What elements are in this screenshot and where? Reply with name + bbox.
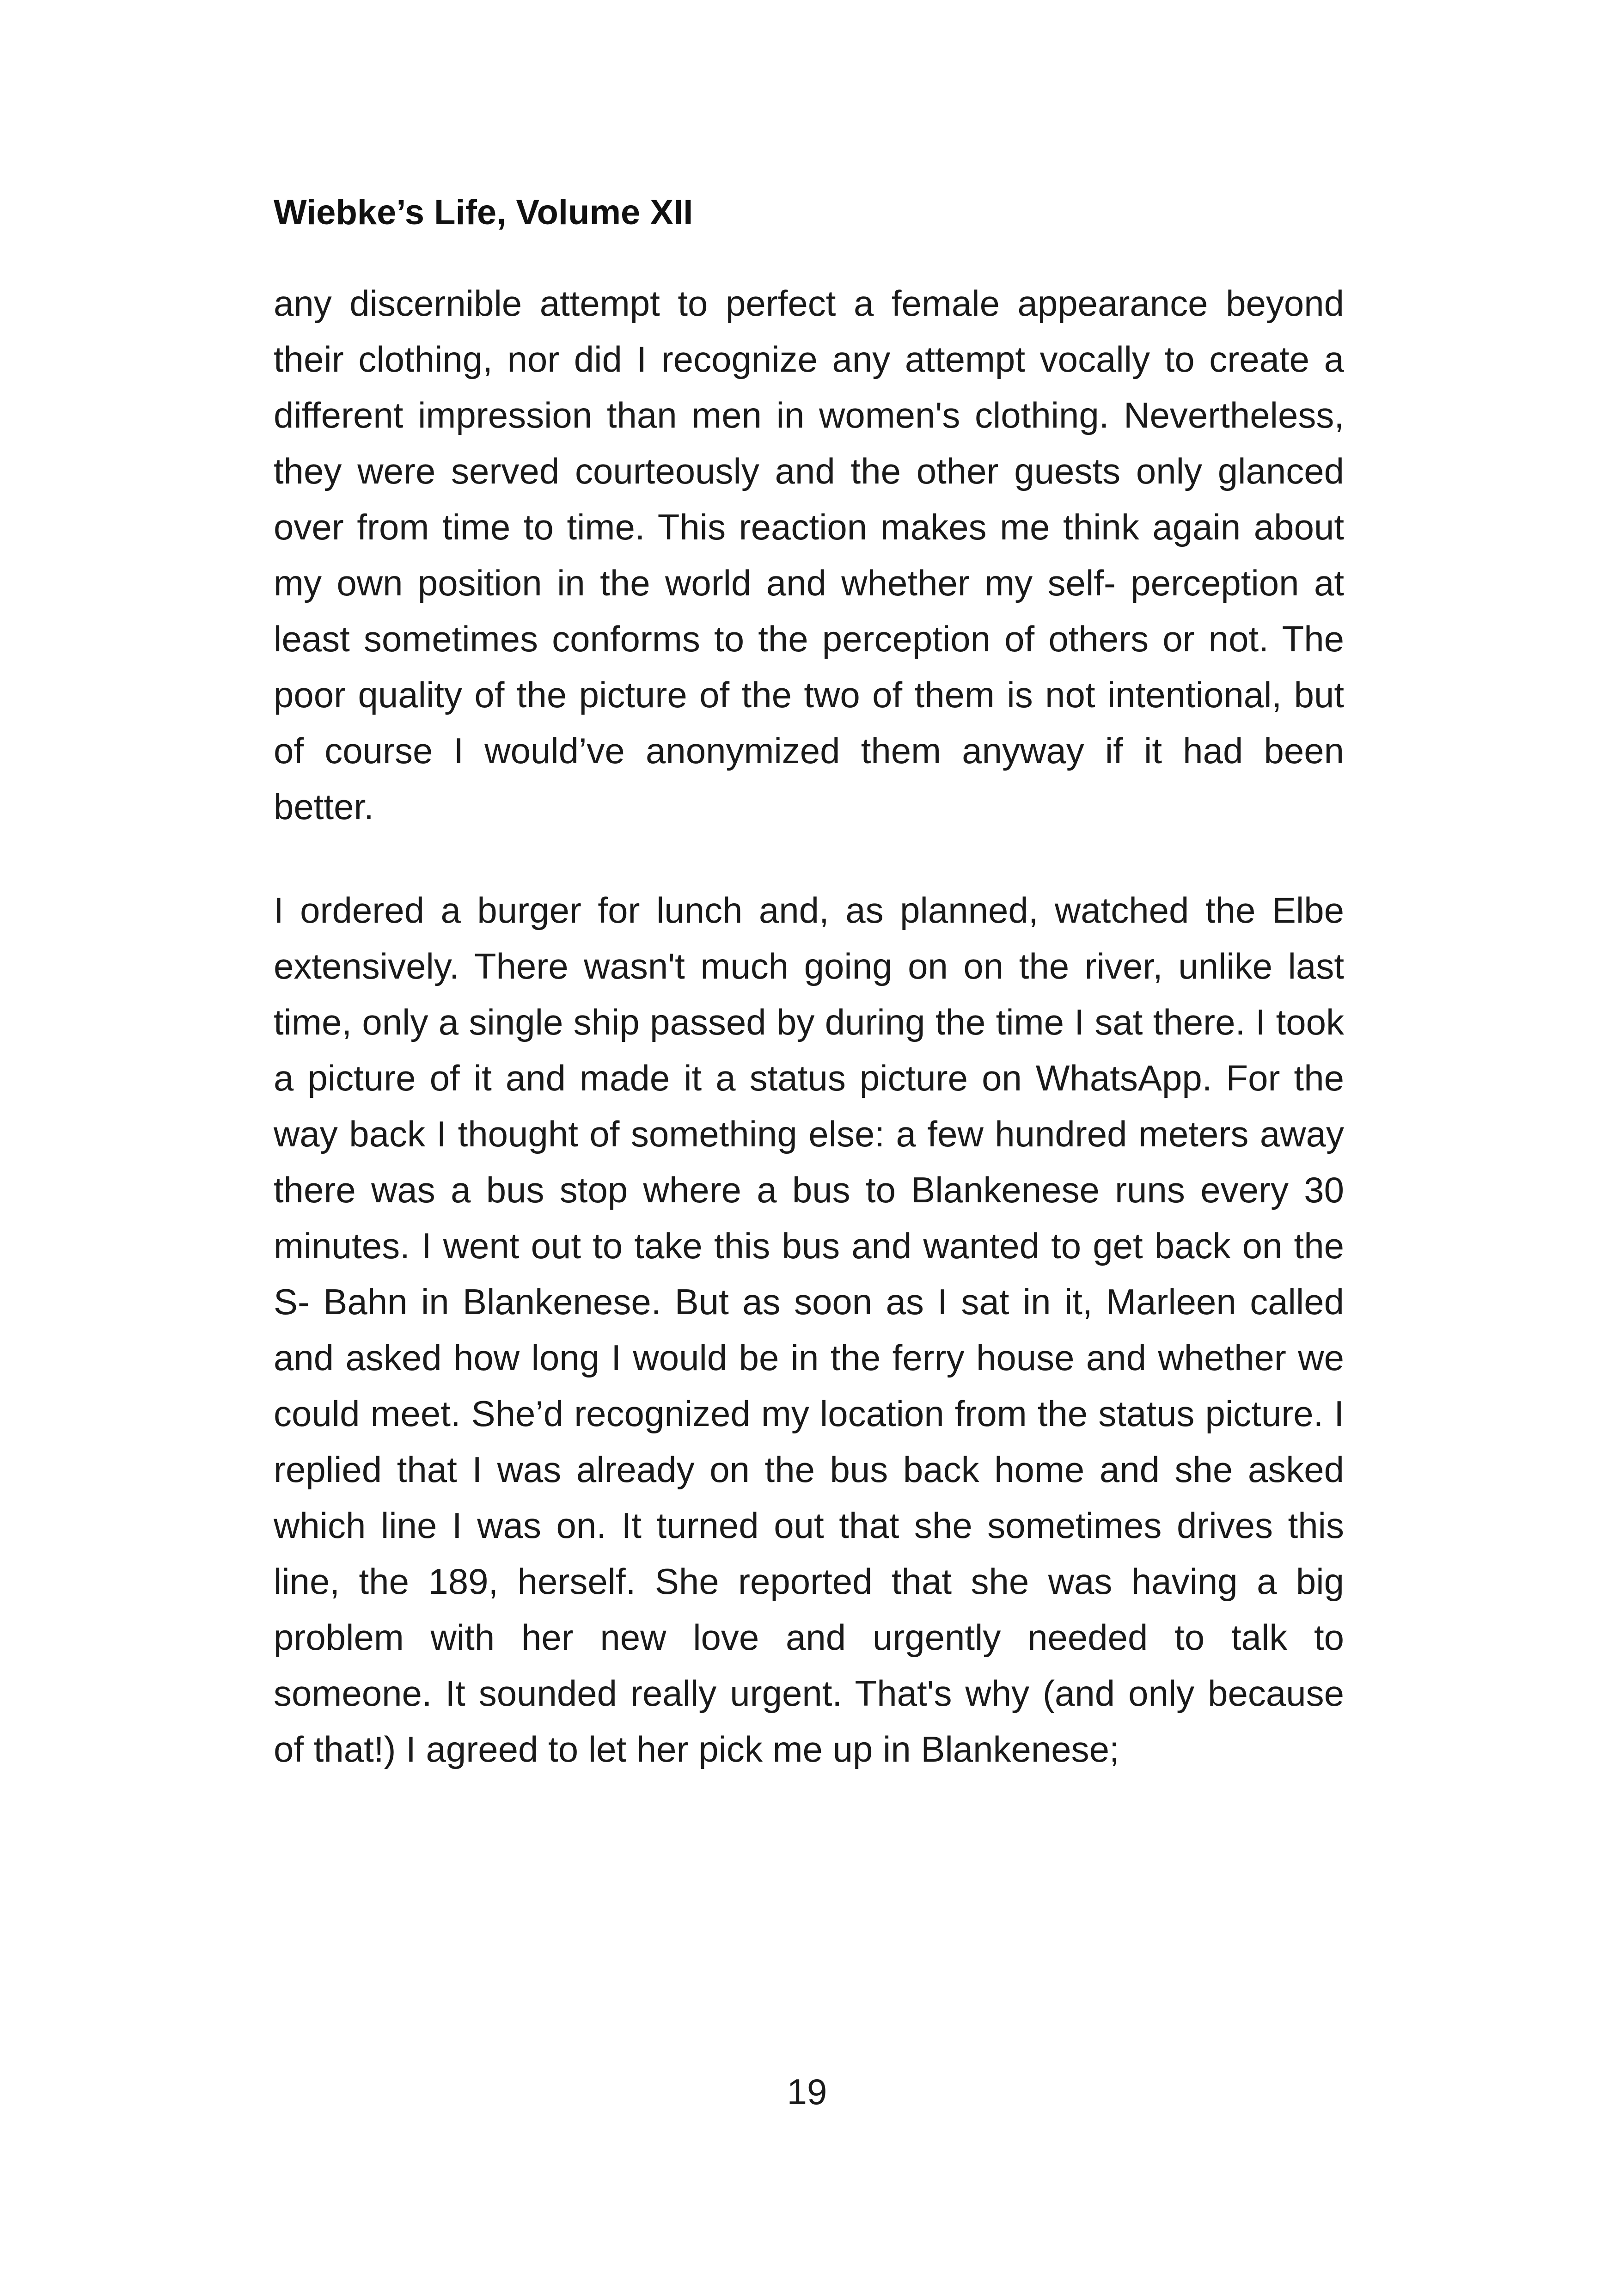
body-text [274,276,1344,1777]
paragraph: any discernible attempt to perfect a female appearance beyond their clothing, nor did I recognize any attempt vocally to create a different impression than men in women's clothing. Nevertheless, they were served courteously and the other guests only glanced over from time to time. This reaction makes me think again about my own position in the world and whether my self- perception at least sometimes conforms to the perception of others or not. The poor quality of the picture of the two of them is not intentional, but of course I would’ve anonymized them anyway if it had been better. [274,283,1344,827]
paragraph: I ordered a burger for lunch and, as planned, watched the Elbe extensively. There wasn't much going on on the river, unlike last time, only a single ship passed by during the time I sat there. I took a picture of it and made it a status picture on WhatsApp. For the way back I thought of something else: a few hundred meters away there was a bus stop where a bus to Blankenese runs every 30 minutes. I went out to take this bus and wanted to get back on the S- Bahn in Blankenese. But as soon as I sat in it, Marleen called and asked how long I would be in the ferry house and whether we could meet. She’d recognized my location from the status picture. I replied that I was already on the bus back home and she asked which line I was on. It turned out that she sometimes drives this line, the 189, herself. She reported that she was having a big problem with her new love and urgently needed to talk to someone. It sounded really urgent. That's why (and only because of that!) I agreed to let her pick me up in Blankenese; [274,890,1344,1769]
running-header: Wiebke’s Life, Volume XII [274,193,693,232]
page-number: 19 [787,2071,827,2112]
